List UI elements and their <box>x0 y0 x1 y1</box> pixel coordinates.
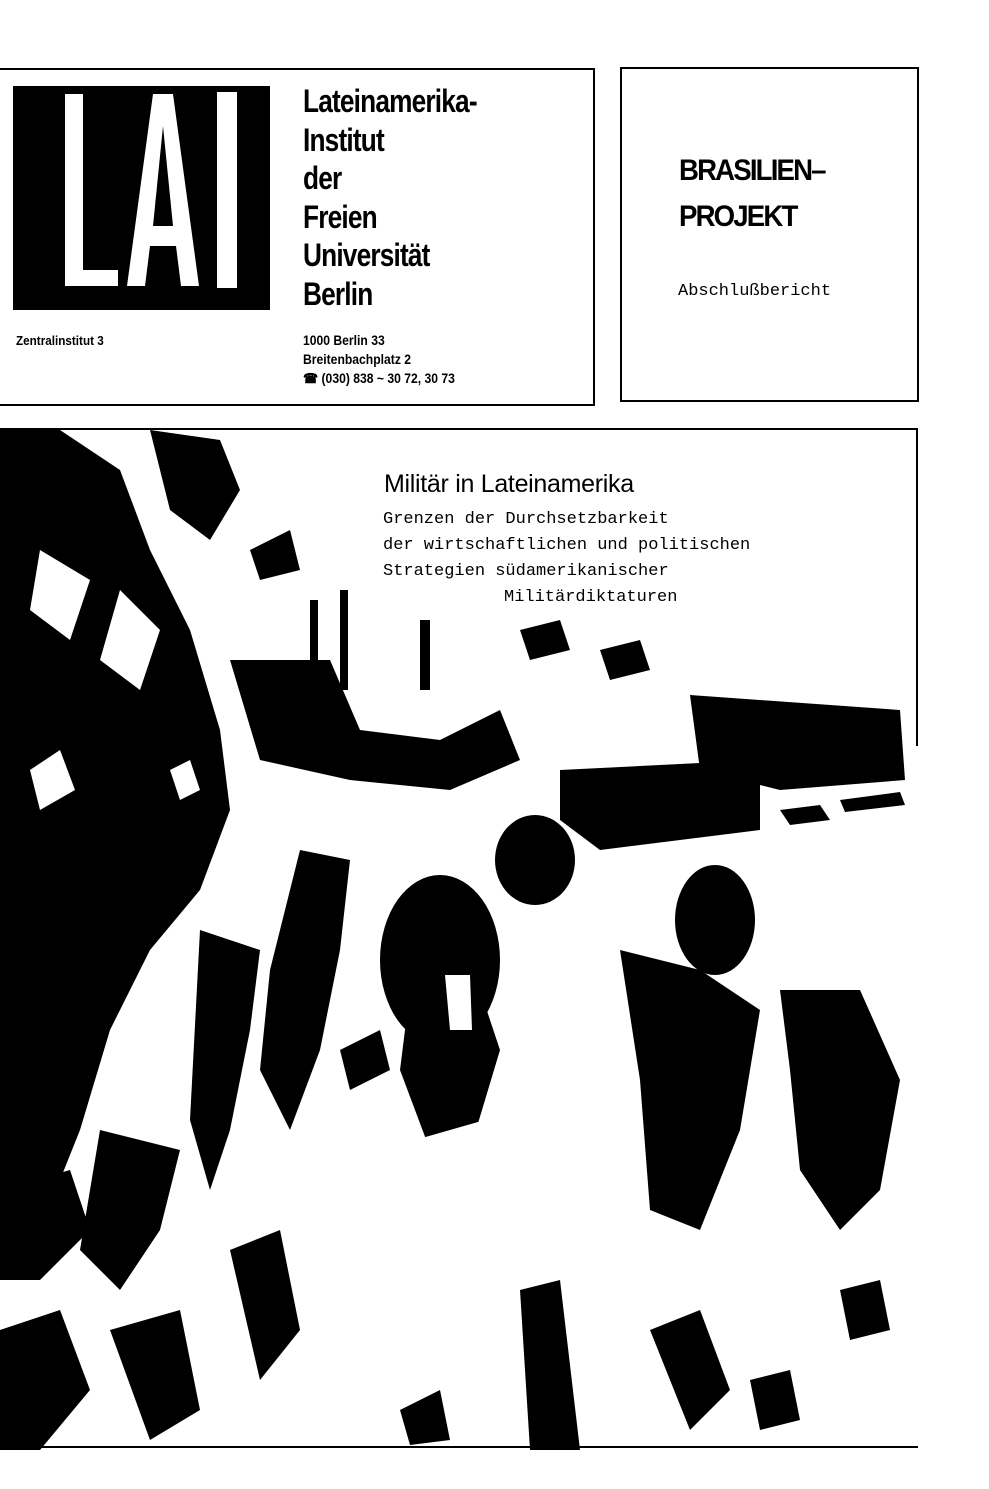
institute-name-line: Institut <box>303 121 384 158</box>
publication-subtitle-line: Militärdiktaturen <box>504 588 678 607</box>
institute-name-line: der <box>303 160 342 196</box>
address-line: 1000 Berlin 33 <box>303 333 385 348</box>
bottom-rule <box>0 1446 918 1448</box>
publication-subtitle-line: der wirtschaftlichen und politischen <box>383 536 751 555</box>
institute-name <box>303 82 477 313</box>
institute-name-line: Berlin <box>303 275 373 312</box>
publication-subtitle-line: Grenzen der Durchsetzbarkeit <box>383 510 669 529</box>
institute-address <box>303 331 455 388</box>
publication-subtitle-line: Strategien südamerikanischer <box>383 562 669 581</box>
institute-name-line: Lateinamerika- <box>303 83 477 119</box>
project-subtitle: Abschlußbericht <box>678 282 832 301</box>
publication-title: Militär in Lateinamerika <box>384 470 634 498</box>
address-line: Breitenbachplatz 2 <box>303 352 412 367</box>
zentralinstitut-label: Zentralinstitut 3 <box>16 333 104 348</box>
institute-name-line: Freien <box>303 198 377 235</box>
lai-logo <box>13 86 270 310</box>
project-title <box>679 148 825 240</box>
project-title-line: BRASILIEN– <box>679 154 825 187</box>
project-title-line: PROJEKT <box>679 200 797 233</box>
address-line: ☎ (030) 838 ~ 30 72, 30 73 <box>303 371 455 386</box>
publication-subtitle <box>383 507 750 611</box>
institute-name-line: Universität <box>303 237 430 273</box>
